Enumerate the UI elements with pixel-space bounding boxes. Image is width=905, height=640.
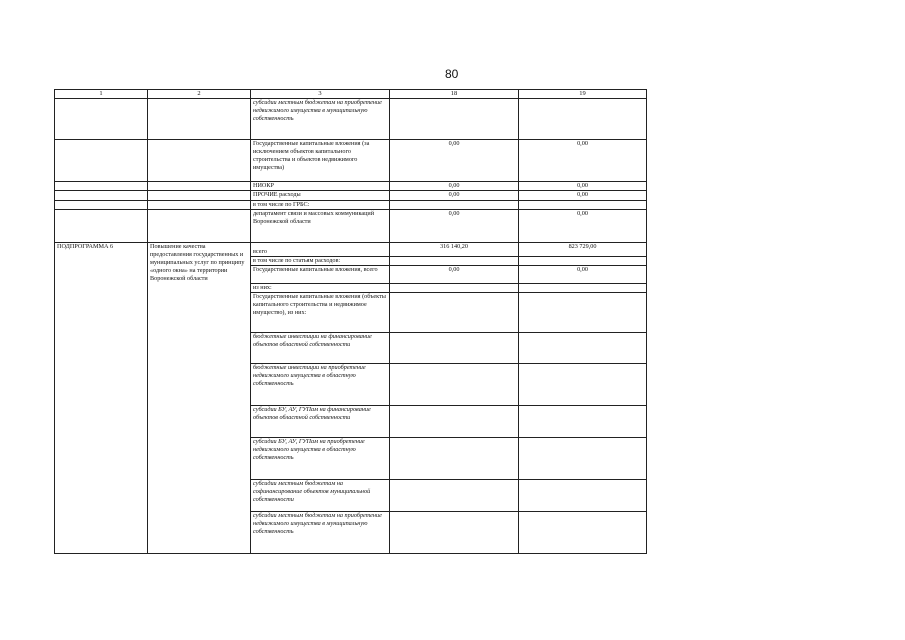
table-row <box>55 99 647 140</box>
value-19: 0,00 <box>519 265 647 283</box>
table-row <box>55 191 647 201</box>
program-cell <box>55 191 148 201</box>
row-label: субсидии местным бюджетам на приобретение недвижимого имущества в муниципальную собственность <box>251 99 390 140</box>
row-label: субсидии местным бюджетам на софинансирование объектов муниципальной собственности <box>251 479 390 511</box>
subprogram-name-cell: Повышение качества предоставления государственных и муниципальных услуг по принципу «одного окна» на территории Воронежской области <box>148 243 251 554</box>
value-18: 0,00 <box>390 182 519 191</box>
row-label: субсидии местным бюджетам на приобретение недвижимого имущества в муниципальную собственность <box>251 511 390 553</box>
value-19: 0,00 <box>519 191 647 201</box>
table-row <box>55 243 647 257</box>
col-header-19: 19 <box>519 90 647 99</box>
row-label: Государственные капитальные вложения (за исключением объектов капитального строительства и объектов недвижимого имущества) <box>251 140 390 182</box>
value-19 <box>519 257 647 266</box>
value-19: 0,00 <box>519 140 647 182</box>
col-header-3: 3 <box>251 90 390 99</box>
value-18: 0,00 <box>390 191 519 201</box>
name-cell <box>148 182 251 191</box>
value-18 <box>390 332 519 363</box>
col-header-1: 1 <box>55 90 148 99</box>
value-18 <box>390 283 519 292</box>
row-label: департамент связи и массовых коммуникаций Воронежской области <box>251 210 390 243</box>
name-cell <box>148 99 251 140</box>
row-label: в том числе по ГРБС: <box>251 201 390 210</box>
value-19 <box>519 405 647 437</box>
row-label: субсидии БУ, АУ, ГУПам на финансирование объектов областной собственности <box>251 405 390 437</box>
value-18 <box>390 257 519 266</box>
row-label: Государственные капитальные вложения (объекты капитального строительства и недвижимое имущество), из них: <box>251 292 390 332</box>
name-cell <box>148 201 251 210</box>
row-label: из них: <box>251 283 390 292</box>
name-cell <box>148 210 251 243</box>
value-18 <box>390 201 519 210</box>
table-header-row <box>55 90 647 99</box>
page-number: 80 <box>445 67 459 81</box>
row-label: Государственные капитальные вложения, всего <box>251 265 390 283</box>
value-18 <box>390 511 519 553</box>
subprogram-cell: ПОДПРОГРАММА 6 <box>55 243 148 554</box>
value-18: 316 140,20 <box>390 243 519 257</box>
program-cell <box>55 99 148 140</box>
table-row <box>55 210 647 243</box>
value-18 <box>390 405 519 437</box>
program-cell <box>55 201 148 210</box>
value-19 <box>519 99 647 140</box>
table-row <box>55 201 647 210</box>
value-19 <box>519 201 647 210</box>
value-19 <box>519 479 647 511</box>
col-header-18: 18 <box>390 90 519 99</box>
table-row <box>55 182 647 191</box>
program-cell <box>55 140 148 182</box>
value-19 <box>519 292 647 332</box>
value-19 <box>519 332 647 363</box>
value-18 <box>390 363 519 405</box>
program-cell <box>55 182 148 191</box>
value-19 <box>519 363 647 405</box>
row-label: ПРОЧИЕ расходы <box>251 191 390 201</box>
value-18: 0,00 <box>390 210 519 243</box>
value-18 <box>390 479 519 511</box>
value-19: 823 729,00 <box>519 243 647 257</box>
value-18: 0,00 <box>390 140 519 182</box>
value-18 <box>390 437 519 479</box>
value-19 <box>519 437 647 479</box>
row-label: бюджетные инвестиции на финансирование объектов областной собственности <box>251 332 390 363</box>
row-label: всего <box>251 243 390 257</box>
value-19 <box>519 511 647 553</box>
row-label: в том числе по статьям расходов: <box>251 257 390 266</box>
budget-table <box>54 89 647 554</box>
value-18: 0,00 <box>390 265 519 283</box>
value-19: 0,00 <box>519 210 647 243</box>
name-cell <box>148 140 251 182</box>
row-label: бюджетные инвестиции на приобретение недвижимого имущества в областную собственность <box>251 363 390 405</box>
col-header-2: 2 <box>148 90 251 99</box>
row-label: НИОКР <box>251 182 390 191</box>
row-label: субсидии БУ, АУ, ГУПам на приобретение недвижимого имущества в областную собственность <box>251 437 390 479</box>
program-cell <box>55 210 148 243</box>
value-18 <box>390 292 519 332</box>
value-19 <box>519 283 647 292</box>
name-cell <box>148 191 251 201</box>
table-row <box>55 140 647 182</box>
value-19: 0,00 <box>519 182 647 191</box>
value-18 <box>390 99 519 140</box>
